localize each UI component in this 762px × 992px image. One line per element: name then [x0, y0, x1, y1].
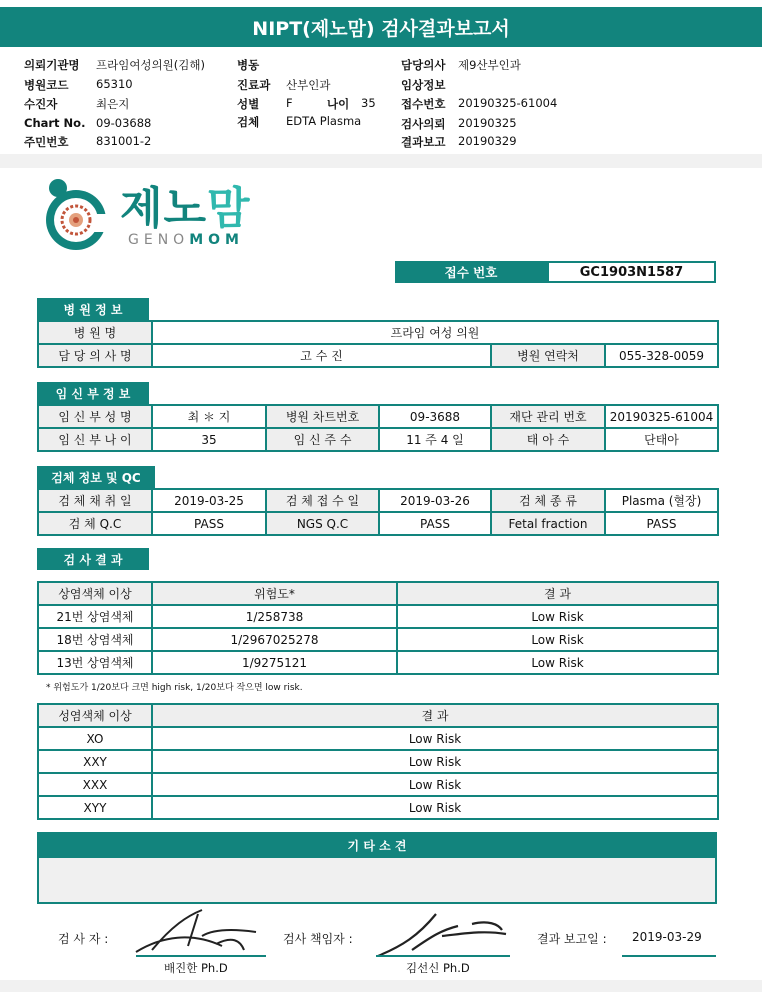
row-risk: 1/258738 [152, 605, 397, 628]
genomom-logo [36, 176, 266, 252]
physician-label: 담당의사 [401, 58, 446, 72]
row-result: Low Risk [397, 605, 718, 628]
physician-value: 제9산부인과 [458, 58, 521, 72]
responsible-signature-icon [372, 906, 512, 960]
accession-number [395, 261, 716, 283]
tester-name: 배진한 Ph.D [164, 961, 228, 975]
row-risk: 1/2967025278 [152, 628, 397, 651]
pregnant-info-table [37, 404, 719, 452]
age-label: 나이 [327, 97, 350, 111]
col-abnormality: 상염색체 이상 [38, 582, 152, 605]
fetal-fraction-value: PASS [605, 512, 718, 535]
pregnant-age-value: 35 [152, 428, 266, 451]
sex-value: F [286, 96, 293, 110]
request-date-value: 20190325 [458, 116, 517, 130]
fetal-fraction-label: Fetal fraction [491, 512, 605, 535]
foundation-number-label: 재단 관리 번호 [491, 405, 605, 428]
row-name: XXY [38, 750, 152, 773]
specimen-qc-header: 검체 정보 및 QC [37, 466, 155, 488]
row-result: Low Risk [152, 727, 718, 750]
collect-date-value: 2019-03-25 [152, 489, 266, 512]
remarks-content [37, 858, 717, 904]
table-row [38, 489, 718, 512]
test-results-header: 검 사 결 과 [37, 548, 149, 570]
tester-label: 검 사 자 : [58, 932, 109, 946]
sex-label: 성별 [237, 97, 260, 111]
hospital-code-label: 병원코드 [24, 78, 69, 92]
table-row [38, 773, 718, 796]
institution-label: 의뢰기관명 [24, 58, 80, 72]
department-value: 산부인과 [286, 78, 331, 92]
table-row [38, 321, 718, 344]
clinical-info-label: 임상정보 [401, 78, 446, 92]
table-row [38, 628, 718, 651]
row-result: Low Risk [397, 651, 718, 674]
tester-signature-line [136, 955, 266, 957]
patient-meta [0, 52, 762, 152]
pregnant-age-label: 임 신 부 나 이 [38, 428, 152, 451]
pregnant-name-label: 임 신 부 성 명 [38, 405, 152, 428]
hospital-info-header: 병 원 정 보 [37, 298, 149, 320]
pregnant-info-header: 임 신 부 정 보 [37, 382, 149, 404]
row-result: Low Risk [152, 773, 718, 796]
col-sex-abnormality: 성염색체 이상 [38, 704, 152, 727]
resident-no-value: 831001-2 [96, 134, 152, 148]
receipt-no-label: 접수번호 [401, 97, 446, 111]
responsible-label: 검사 책임자 : [283, 932, 353, 946]
report-title: NIPT(제노맘) 검사결과보고서 [0, 7, 762, 47]
age-value: 35 [361, 96, 376, 110]
logo-accent-text: 맘 [207, 183, 251, 234]
table-row [38, 651, 718, 674]
specimen-label: 검체 [237, 115, 260, 129]
specimen-qc-label: 검 체 Q.C [38, 512, 152, 535]
row-name: XYY [38, 796, 152, 819]
doctor-value: 고 수 진 [152, 344, 491, 367]
table-header-row [38, 704, 718, 727]
logo-sub-bold: MOM [189, 232, 244, 248]
ngs-qc-label: NGS Q.C [266, 512, 379, 535]
report-date-label: 결과보고 [401, 135, 446, 149]
genomom-emblem-icon [36, 176, 116, 252]
row-result: Low Risk [152, 796, 718, 819]
chart-number-value: 09-3688 [379, 405, 491, 428]
table-row [38, 428, 718, 451]
doctor-label: 담 당 의 사 명 [38, 344, 152, 367]
table-row [38, 796, 718, 819]
report-date-sign-value: 2019-03-29 [632, 930, 702, 944]
chart-no-value: 09-03688 [96, 116, 152, 130]
section-divider [0, 154, 762, 168]
accession-label: 접수 번호 [395, 261, 547, 283]
table-row [38, 750, 718, 773]
row-name: 13번 상염색체 [38, 651, 152, 674]
contact-value: 055-328-0059 [605, 344, 718, 367]
table-row [38, 512, 718, 535]
fetus-count-value: 단태아 [605, 428, 718, 451]
receipt-no-value: 20190325-61004 [458, 96, 558, 110]
gestation-weeks-value: 11 주 4 일 [379, 428, 491, 451]
logo-wordmark [120, 172, 251, 236]
fetus-count-label: 태 아 수 [491, 428, 605, 451]
specimen-type-value: Plasma (혈장) [605, 489, 718, 512]
remarks-header: 기 타 소 견 [37, 832, 717, 858]
hospital-code-value: 65310 [96, 77, 133, 91]
sex-chromosome-table [37, 703, 719, 820]
report-date-value: 20190329 [458, 134, 517, 148]
responsible-name: 김선신 Ph.D [406, 961, 470, 975]
contact-label: 병원 연락처 [491, 344, 605, 367]
table-row [38, 727, 718, 750]
resident-no-label: 주민번호 [24, 135, 69, 149]
receive-date-label: 검 체 접 수 일 [266, 489, 379, 512]
row-result: Low Risk [397, 628, 718, 651]
row-risk: 1/9275121 [152, 651, 397, 674]
table-row [38, 344, 718, 367]
tester-signature-icon [132, 906, 262, 958]
report-date-line [622, 955, 716, 957]
specimen-qc-table [37, 488, 719, 536]
col-sex-result: 결 과 [152, 704, 718, 727]
chart-no-label: Chart No. [24, 116, 86, 130]
table-header-row [38, 582, 718, 605]
col-result: 결 과 [397, 582, 718, 605]
accession-value: GC1903N1587 [547, 261, 716, 283]
table-row [38, 605, 718, 628]
logo-sub-plain: GENO [128, 232, 190, 248]
receive-date-value: 2019-03-26 [379, 489, 491, 512]
pregnant-name-value: 최 ＊ 지 [152, 405, 266, 428]
row-name: XO [38, 727, 152, 750]
foundation-number-value: 20190325-61004 [605, 405, 718, 428]
hospital-info-table [37, 320, 719, 368]
institution-value: 프라임여성의원(김해) [96, 58, 205, 72]
ngs-qc-value: PASS [379, 512, 491, 535]
hospital-name-value: 프라임 여성 의원 [152, 321, 718, 344]
row-name: 21번 상염색체 [38, 605, 152, 628]
gestation-weeks-label: 임 신 주 수 [266, 428, 379, 451]
table-row [38, 405, 718, 428]
footer-band [0, 980, 762, 992]
specimen-type-label: 검 체 종 류 [491, 489, 605, 512]
ward-label: 병동 [237, 58, 260, 72]
hospital-name-label: 병 원 명 [38, 321, 152, 344]
col-risk: 위험도* [152, 582, 397, 605]
specimen-qc-value: PASS [152, 512, 266, 535]
department-label: 진료과 [237, 78, 271, 92]
logo-main-text: 제노 [120, 183, 208, 234]
chart-number-label: 병원 차트번호 [266, 405, 379, 428]
row-name: 18번 상염색체 [38, 628, 152, 651]
row-result: Low Risk [152, 750, 718, 773]
recipient-value: 최은지 [96, 97, 130, 111]
autosome-results-table [37, 581, 719, 675]
row-name: XXX [38, 773, 152, 796]
collect-date-label: 검 체 채 취 일 [38, 489, 152, 512]
recipient-label: 수진자 [24, 97, 58, 111]
risk-footnote: * 위험도가 1/20보다 크면 high risk, 1/20보다 작으면 low risk. [46, 683, 303, 693]
specimen-value: EDTA Plasma [286, 114, 362, 128]
logo-subtitle [128, 232, 244, 248]
request-date-label: 검사의뢰 [401, 117, 446, 131]
report-date-sign-label: 결과 보고일 : [537, 932, 607, 946]
responsible-signature-line [376, 955, 510, 957]
